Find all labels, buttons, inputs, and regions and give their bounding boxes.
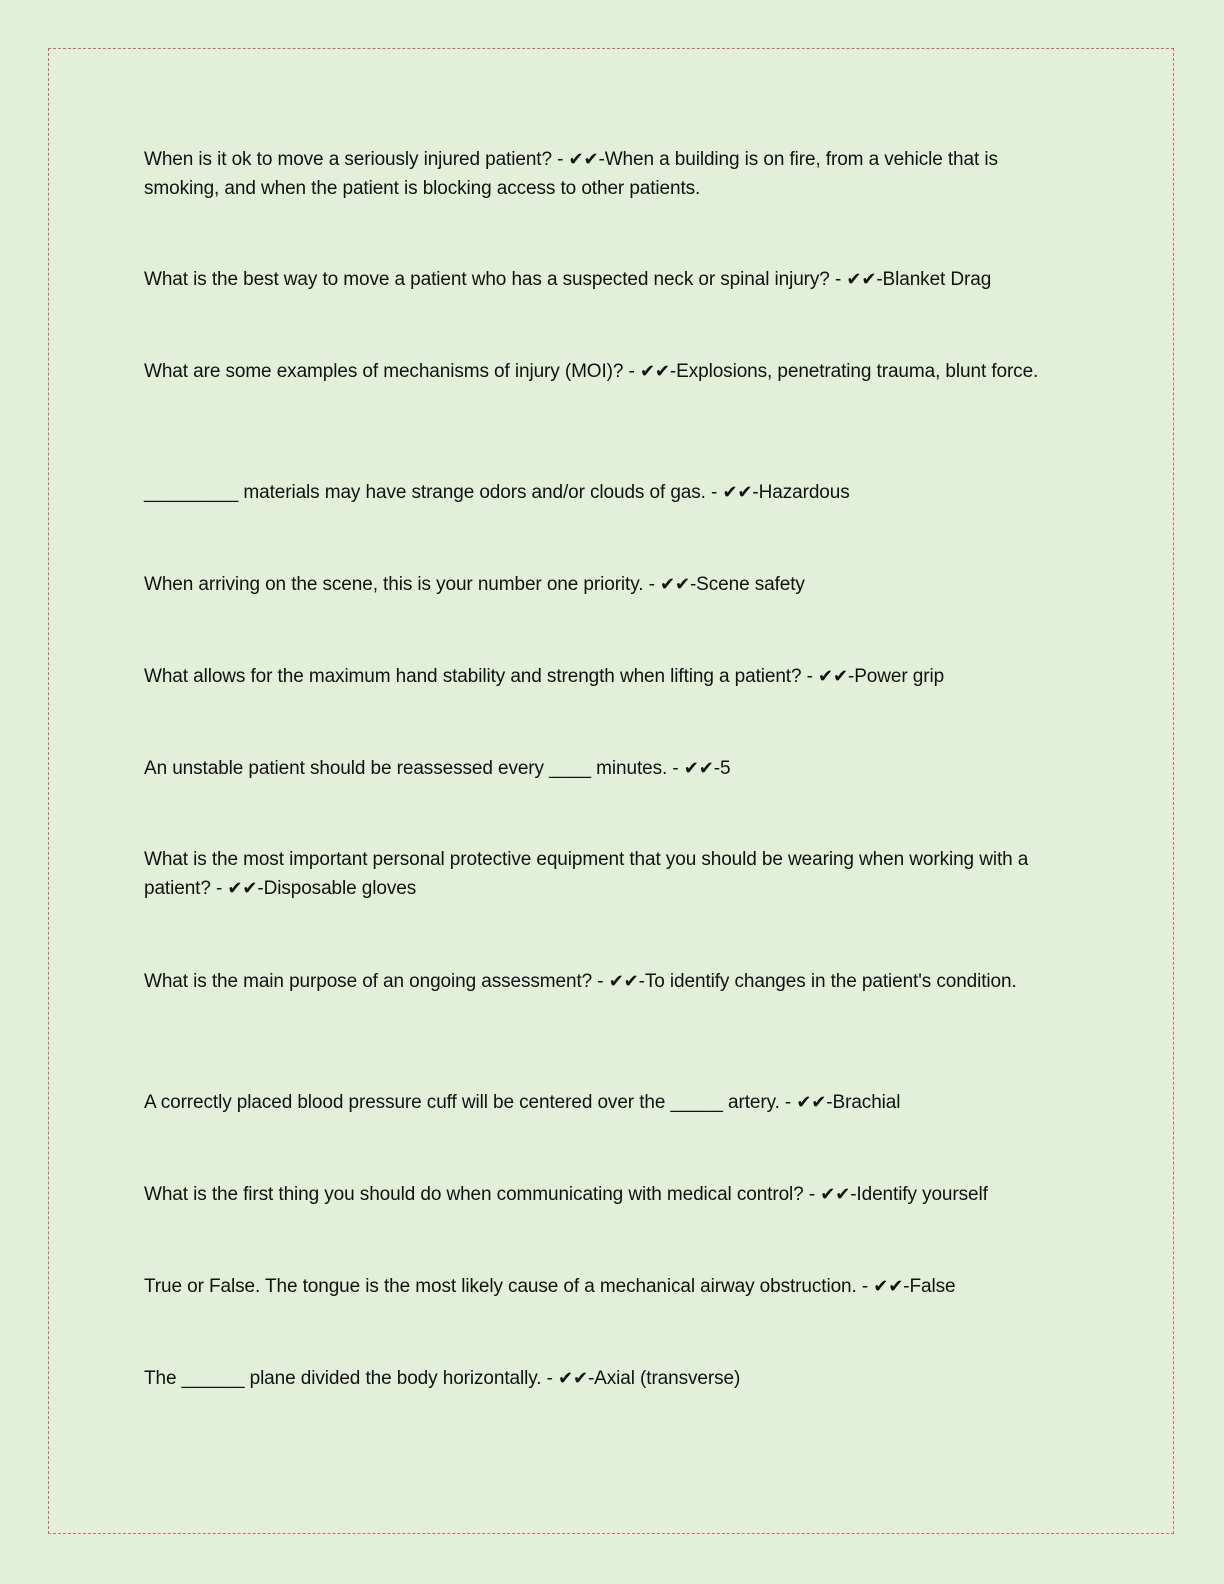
double-check-icon: ✔✔ bbox=[818, 666, 848, 687]
question-text: _________ materials may have strange odors and/or clouds of gas. - bbox=[144, 482, 723, 503]
question-text: What is the best way to move a patient who has a suspected neck or spinal injury? - bbox=[144, 269, 847, 290]
question-text: When arriving on the scene, this is your number one priority. - bbox=[144, 574, 660, 595]
qa-item bbox=[144, 1272, 1074, 1301]
question-text: What is the most important personal protective equipment that you should be wearing when working with a patient? - bbox=[144, 849, 1029, 899]
answer-text: -Identify yourself bbox=[850, 1184, 988, 1205]
question-text: The ______ plane divided the body horizontally. - bbox=[144, 1368, 558, 1389]
qa-item bbox=[144, 478, 1074, 507]
answer-text: -To identify changes in the patient's condition. bbox=[638, 971, 1017, 992]
question-text: An unstable patient should be reassessed every ____ minutes. - bbox=[144, 758, 684, 779]
qa-item bbox=[144, 754, 1074, 783]
qa-item bbox=[144, 145, 1074, 203]
answer-text: -False bbox=[903, 1276, 956, 1297]
answer-text: -Scene safety bbox=[689, 574, 805, 595]
answer-text: -Disposable gloves bbox=[257, 878, 417, 899]
answer-text: -Axial (transverse) bbox=[587, 1368, 741, 1389]
question-text: What is the first thing you should do when communicating with medical control? - bbox=[144, 1184, 821, 1205]
answer-text: -5 bbox=[713, 758, 731, 779]
double-check-icon: ✔✔ bbox=[227, 878, 258, 899]
question-text: A correctly placed blood pressure cuff will be centered over the _____ artery. - bbox=[144, 1092, 797, 1113]
answer-text: -Explosions, penetrating trauma, blunt force. bbox=[669, 361, 1039, 382]
qa-item bbox=[144, 967, 1074, 996]
double-check-icon: ✔✔ bbox=[846, 269, 877, 290]
double-check-icon: ✔✔ bbox=[568, 149, 599, 170]
question-text: When is it ok to move a seriously injured patient? - bbox=[144, 149, 569, 170]
answer-text: -Hazardous bbox=[752, 482, 850, 503]
answer-text: -Blanket Drag bbox=[876, 269, 992, 290]
answer-text: -Power grip bbox=[848, 666, 945, 687]
answer-text: -Brachial bbox=[826, 1092, 901, 1113]
double-check-icon: ✔✔ bbox=[639, 361, 670, 382]
question-text: True or False. The tongue is the most likely cause of a mechanical airway obstruction. - bbox=[144, 1276, 874, 1297]
qa-item bbox=[144, 1364, 1074, 1393]
question-text: What is the main purpose of an ongoing assessment? - bbox=[144, 971, 609, 992]
double-check-icon: ✔✔ bbox=[683, 758, 714, 779]
double-check-icon: ✔✔ bbox=[557, 1368, 588, 1389]
qa-item bbox=[144, 570, 1074, 599]
question-text: What are some examples of mechanisms of injury (MOI)? - bbox=[144, 361, 640, 382]
qa-item bbox=[144, 265, 1074, 294]
double-check-icon: ✔✔ bbox=[659, 574, 690, 595]
qa-item bbox=[144, 1088, 1074, 1117]
double-check-icon: ✔✔ bbox=[608, 971, 639, 992]
qa-item bbox=[144, 662, 1074, 691]
double-check-icon: ✔✔ bbox=[820, 1184, 851, 1205]
question-text: What allows for the maximum hand stability and strength when lifting a patient? - bbox=[144, 666, 819, 687]
double-check-icon: ✔✔ bbox=[873, 1276, 904, 1297]
qa-item bbox=[144, 845, 1074, 903]
double-check-icon: ✔✔ bbox=[796, 1092, 827, 1113]
qa-item bbox=[144, 357, 1074, 386]
qa-item bbox=[144, 1180, 1074, 1209]
double-check-icon: ✔✔ bbox=[722, 482, 753, 503]
answer-text: -When a building is on fire, from a vehicle that is smoking, and when the patient is blocking access to other patients. bbox=[144, 149, 998, 199]
